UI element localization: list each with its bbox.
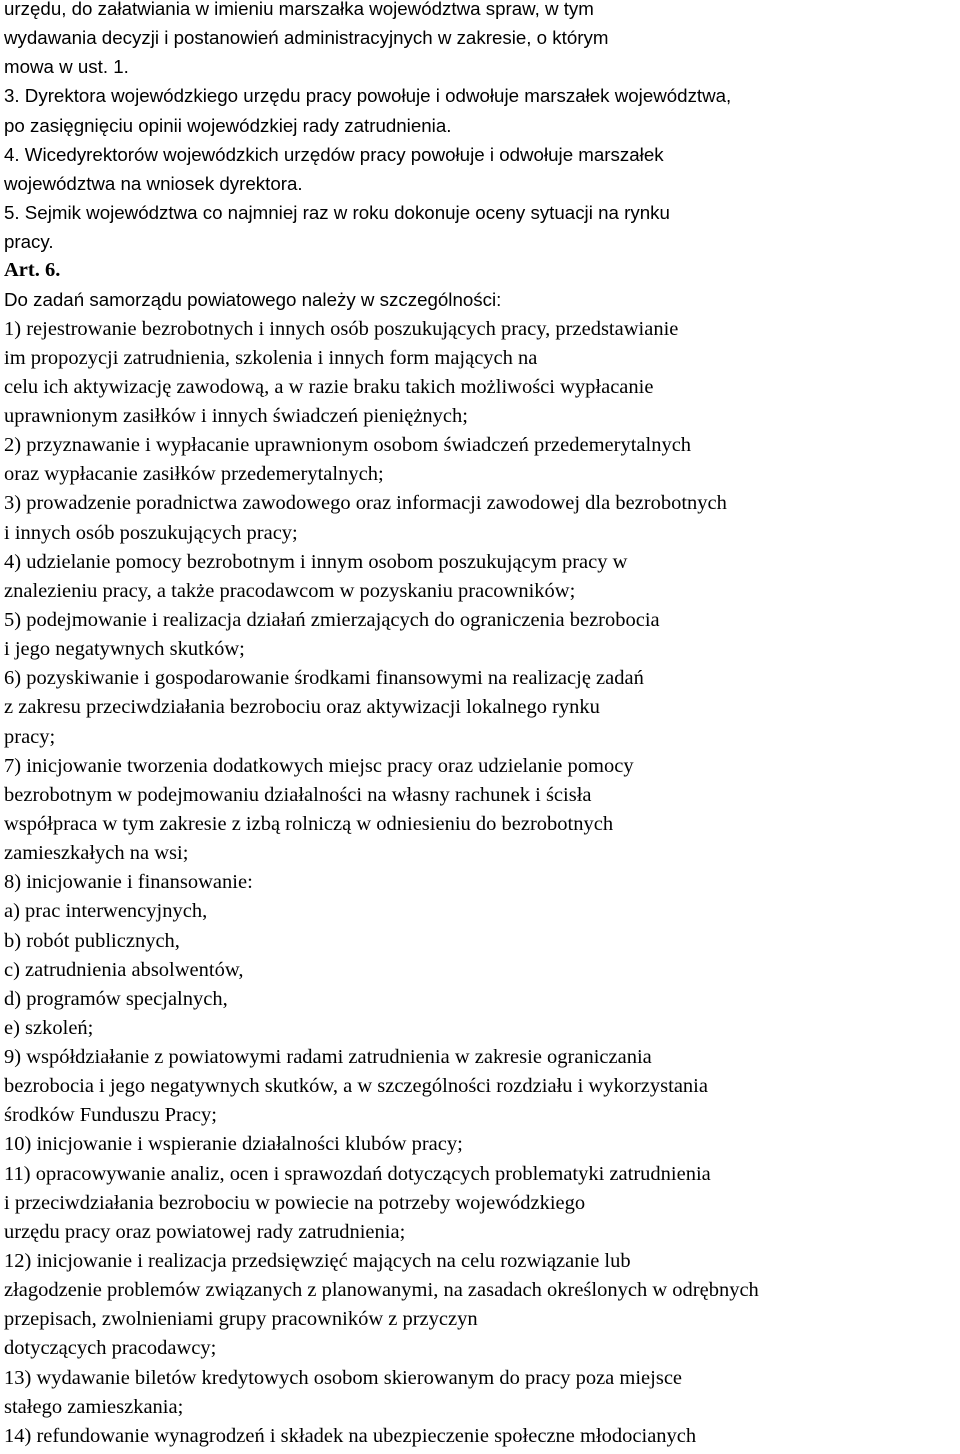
text-line: 4) udzielanie pomocy bezrobotnym i innym osobom poszukującym pracy w xyxy=(4,550,628,573)
text-line: urzędu pracy oraz powiatowej rady zatrudnienia; xyxy=(4,1220,406,1243)
text-line: oraz wypłacanie zasiłków przedemerytalnych; xyxy=(4,463,384,486)
text-line: współpraca w tym zakresie z izbą rolniczą w odniesieniu do bezrobotnych xyxy=(4,812,614,835)
document-page xyxy=(4,0,960,1451)
text-line: 5) podejmowanie i realizacja działań zmierzających do ograniczenia bezrobocia xyxy=(4,608,660,631)
text-line: 1) rejestrowanie bezrobotnych i innych osób poszukujących pracy, przedstawianie xyxy=(4,317,679,340)
text-line: urzędu, do załatwiania w imieniu marszałka województwa spraw, w tym xyxy=(4,0,594,19)
text-line: a) prac interwencyjnych, xyxy=(4,900,208,923)
text-line: bezrobotnym w podejmowaniu działalności na własny rachunek i ścisła xyxy=(4,783,592,806)
text-line: złagodzenie problemów związanych z planowanymi, na zasadach określonych w odrębnych xyxy=(4,1279,759,1302)
text-line: i innych osób poszukujących pracy; xyxy=(4,521,298,544)
text-line: 8) inicjowanie i finansowanie: xyxy=(4,871,253,894)
text-line: 14) refundowanie wynagrodzeń i składek na ubezpieczenie społeczne młodocianych xyxy=(4,1424,697,1447)
text-line: celu ich aktywizację zawodową, a w razie braku takich możliwości wypłacanie xyxy=(4,375,654,398)
text-line: b) robót publicznych, xyxy=(4,929,180,952)
text-line: uprawnionym zasiłków i innych świadczeń pieniężnych; xyxy=(4,404,468,427)
text-line: wydawania decyzji i postanowień administracyjnych w zakresie, o którym xyxy=(4,27,609,49)
text-line: c) zatrudnienia absolwentów, xyxy=(4,958,244,981)
text-line: mowa w ust. 1. xyxy=(4,56,129,78)
text-line: stałego zamieszkania; xyxy=(4,1395,184,1418)
text-line: e) szkoleń; xyxy=(4,1016,94,1039)
text-line: 7) inicjowanie tworzenia dodatkowych miejsc pracy oraz udzielanie pomocy xyxy=(4,754,634,777)
text-line: Do zadań samorządu powiatowego należy w szczególności: xyxy=(4,289,502,311)
text-line: i jego negatywnych skutków; xyxy=(4,638,245,661)
text-line: 10) inicjowanie i wspieranie działalności klubów pracy; xyxy=(4,1133,463,1156)
text-line: 11) opracowywanie analiz, ocen i sprawozdań dotyczących problematyki zatrudnienia xyxy=(4,1162,711,1185)
text-line: przepisach, zwolnieniami grupy pracowników z przyczyn xyxy=(4,1308,478,1331)
text-line: 3) prowadzenie poradnictwa zawodowego oraz informacji zawodowej dla bezrobotnych xyxy=(4,492,727,515)
text-line: 2) przyznawanie i wypłacanie uprawnionym osobom świadczeń przedemerytalnych xyxy=(4,434,692,457)
text-line: województwa na wniosek dyrektora. xyxy=(4,172,303,194)
text-line: 12) inicjowanie i realizacja przedsięwzięć mających na celu rozwiązanie lub xyxy=(4,1250,631,1273)
text-line: im propozycji zatrudnienia, szkolenia i innych form mających na xyxy=(4,346,538,369)
text-line: z zakresu przeciwdziałania bezrobociu oraz aktywizacji lokalnego rynku xyxy=(4,696,600,719)
article-heading: Art. 6. xyxy=(4,259,61,282)
text-line: pracy. xyxy=(4,231,54,253)
text-line: pracy; xyxy=(4,725,56,748)
text-line: bezrobocia i jego negatywnych skutków, a w szczególności rozdziału i wykorzystania xyxy=(4,1075,708,1098)
text-line: 6) pozyskiwanie i gospodarowanie środkami finansowymi na realizację zadań xyxy=(4,667,644,690)
text-line: znalezieniu pracy, a także pracodawcom w pozyskaniu pracowników; xyxy=(4,579,576,602)
text-line: 3. Dyrektora wojewódzkiego urzędu pracy powołuje i odwołuje marszałek województwa, xyxy=(4,85,732,107)
text-line: środków Funduszu Pracy; xyxy=(4,1104,217,1127)
text-line: 9) współdziałanie z powiatowymi radami zatrudnienia w zakresie ograniczania xyxy=(4,1046,652,1069)
text-line: d) programów specjalnych, xyxy=(4,987,228,1010)
text-line: 13) wydawanie biletów kredytowych osobom skierowanym do pracy poza miejsce xyxy=(4,1366,683,1389)
text-line: zamieszkałych na wsi; xyxy=(4,842,189,865)
text-line: dotyczących pracodawcy; xyxy=(4,1337,217,1360)
text-line: i przeciwdziałania bezrobociu w powiecie na potrzeby wojewódzkiego xyxy=(4,1191,586,1214)
text-line: 4. Wicedyrektorów wojewódzkich urzędów pracy powołuje i odwołuje marszałek xyxy=(4,143,664,165)
text-line: po zasięgnięciu opinii wojewódzkiej rady zatrudnienia. xyxy=(4,114,452,136)
text-line: 5. Sejmik województwa co najmniej raz w roku dokonuje oceny sytuacji na rynku xyxy=(4,201,670,223)
